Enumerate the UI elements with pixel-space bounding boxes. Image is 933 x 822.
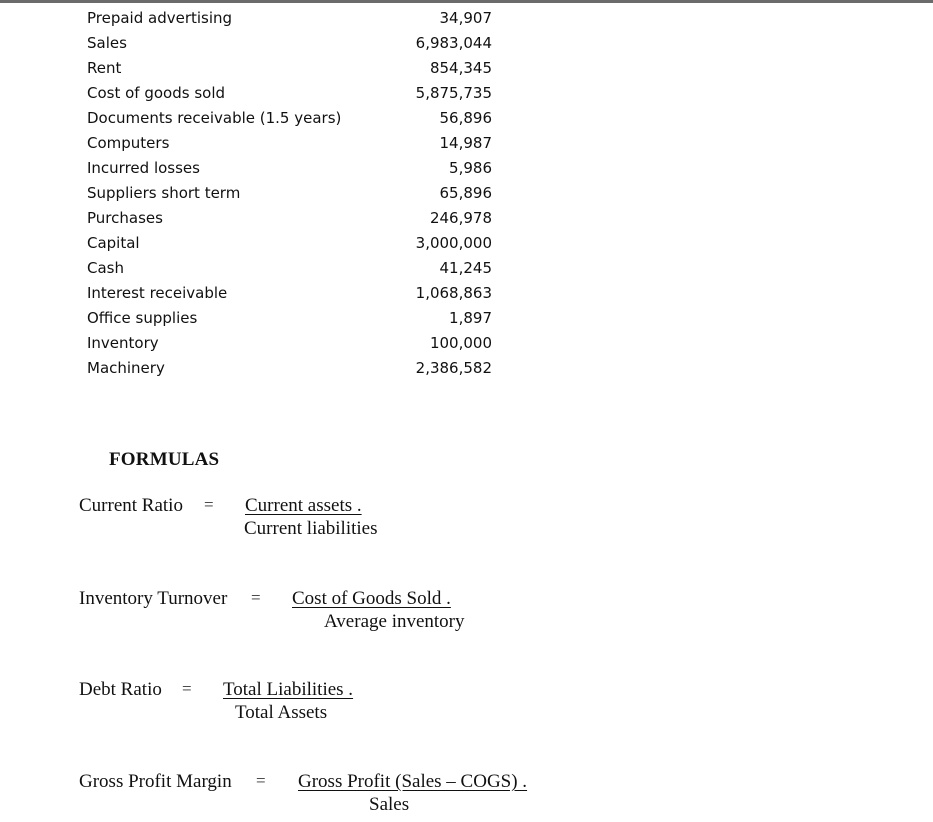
- account-value: 5,875,735: [415, 84, 492, 102]
- formula-label: Debt Ratio: [79, 679, 162, 700]
- account-row: [87, 156, 497, 181]
- account-row: [87, 106, 497, 131]
- account-row: [87, 131, 497, 156]
- top-border-line: [0, 0, 933, 3]
- account-name: Sales: [87, 34, 127, 52]
- account-name: Interest receivable: [87, 284, 228, 302]
- formula-numerator: Cost of Goods Sold .: [292, 588, 451, 609]
- formula-denominator: Current liabilities: [244, 518, 378, 539]
- account-value: 100,000: [429, 334, 492, 352]
- account-name: Rent: [87, 59, 122, 77]
- account-row: [87, 56, 497, 81]
- formula-label: Inventory Turnover: [79, 588, 228, 609]
- account-value: 3,000,000: [415, 234, 492, 252]
- account-row: [87, 356, 497, 381]
- account-row: [87, 331, 497, 356]
- account-name: Suppliers short term: [87, 184, 241, 202]
- formula-label: Gross Profit Margin: [79, 771, 232, 792]
- account-value: 14,987: [439, 134, 492, 152]
- account-row: [87, 6, 497, 31]
- account-row: [87, 206, 497, 231]
- accounts-list: [87, 6, 497, 381]
- account-name: Purchases: [87, 209, 163, 227]
- formula-label: Current Ratio: [79, 495, 183, 516]
- account-name: Inventory: [87, 334, 159, 352]
- account-row: [87, 281, 497, 306]
- formula-numerator: Current assets .: [245, 495, 362, 516]
- account-value: 1,068,863: [415, 284, 492, 302]
- account-row: [87, 231, 497, 256]
- account-row: [87, 181, 497, 206]
- account-name: Cost of goods sold: [87, 84, 226, 102]
- account-name: Office supplies: [87, 309, 198, 327]
- formula-denominator: Average inventory: [324, 611, 465, 632]
- formula-numerator: Total Liabilities .: [223, 679, 354, 700]
- account-value: 1,897: [449, 309, 492, 327]
- account-row: [87, 306, 497, 331]
- formulas-heading: FORMULAS: [109, 449, 220, 470]
- account-value: 65,896: [439, 184, 492, 202]
- account-name: Computers: [87, 134, 170, 152]
- account-value: 41,245: [439, 259, 492, 277]
- account-name: Cash: [87, 259, 124, 277]
- account-value: 5,986: [449, 159, 492, 177]
- equals-sign: =: [251, 588, 261, 607]
- formula-numerator: Gross Profit (Sales – COGS) .: [298, 771, 528, 792]
- account-value: 246,978: [429, 209, 492, 227]
- account-name: Documents receivable (1.5 years): [87, 109, 342, 127]
- account-value: 6,983,044: [415, 34, 492, 52]
- account-name: Machinery: [87, 359, 165, 377]
- formula-denominator: Sales: [369, 794, 410, 815]
- account-value: 2,386,582: [415, 359, 492, 377]
- account-value: 56,896: [439, 109, 492, 127]
- account-row: [87, 31, 497, 56]
- formula-denominator: Total Assets: [235, 702, 328, 723]
- equals-sign: =: [182, 679, 192, 698]
- account-name: Capital: [87, 234, 140, 252]
- account-row: [87, 81, 497, 106]
- account-name: Incurred losses: [87, 159, 200, 177]
- equals-sign: =: [204, 495, 214, 514]
- account-row: [87, 256, 497, 281]
- equals-sign: =: [256, 771, 266, 790]
- account-name: Prepaid advertising: [87, 9, 233, 27]
- account-value: 854,345: [429, 59, 492, 77]
- account-value: 34,907: [439, 9, 492, 27]
